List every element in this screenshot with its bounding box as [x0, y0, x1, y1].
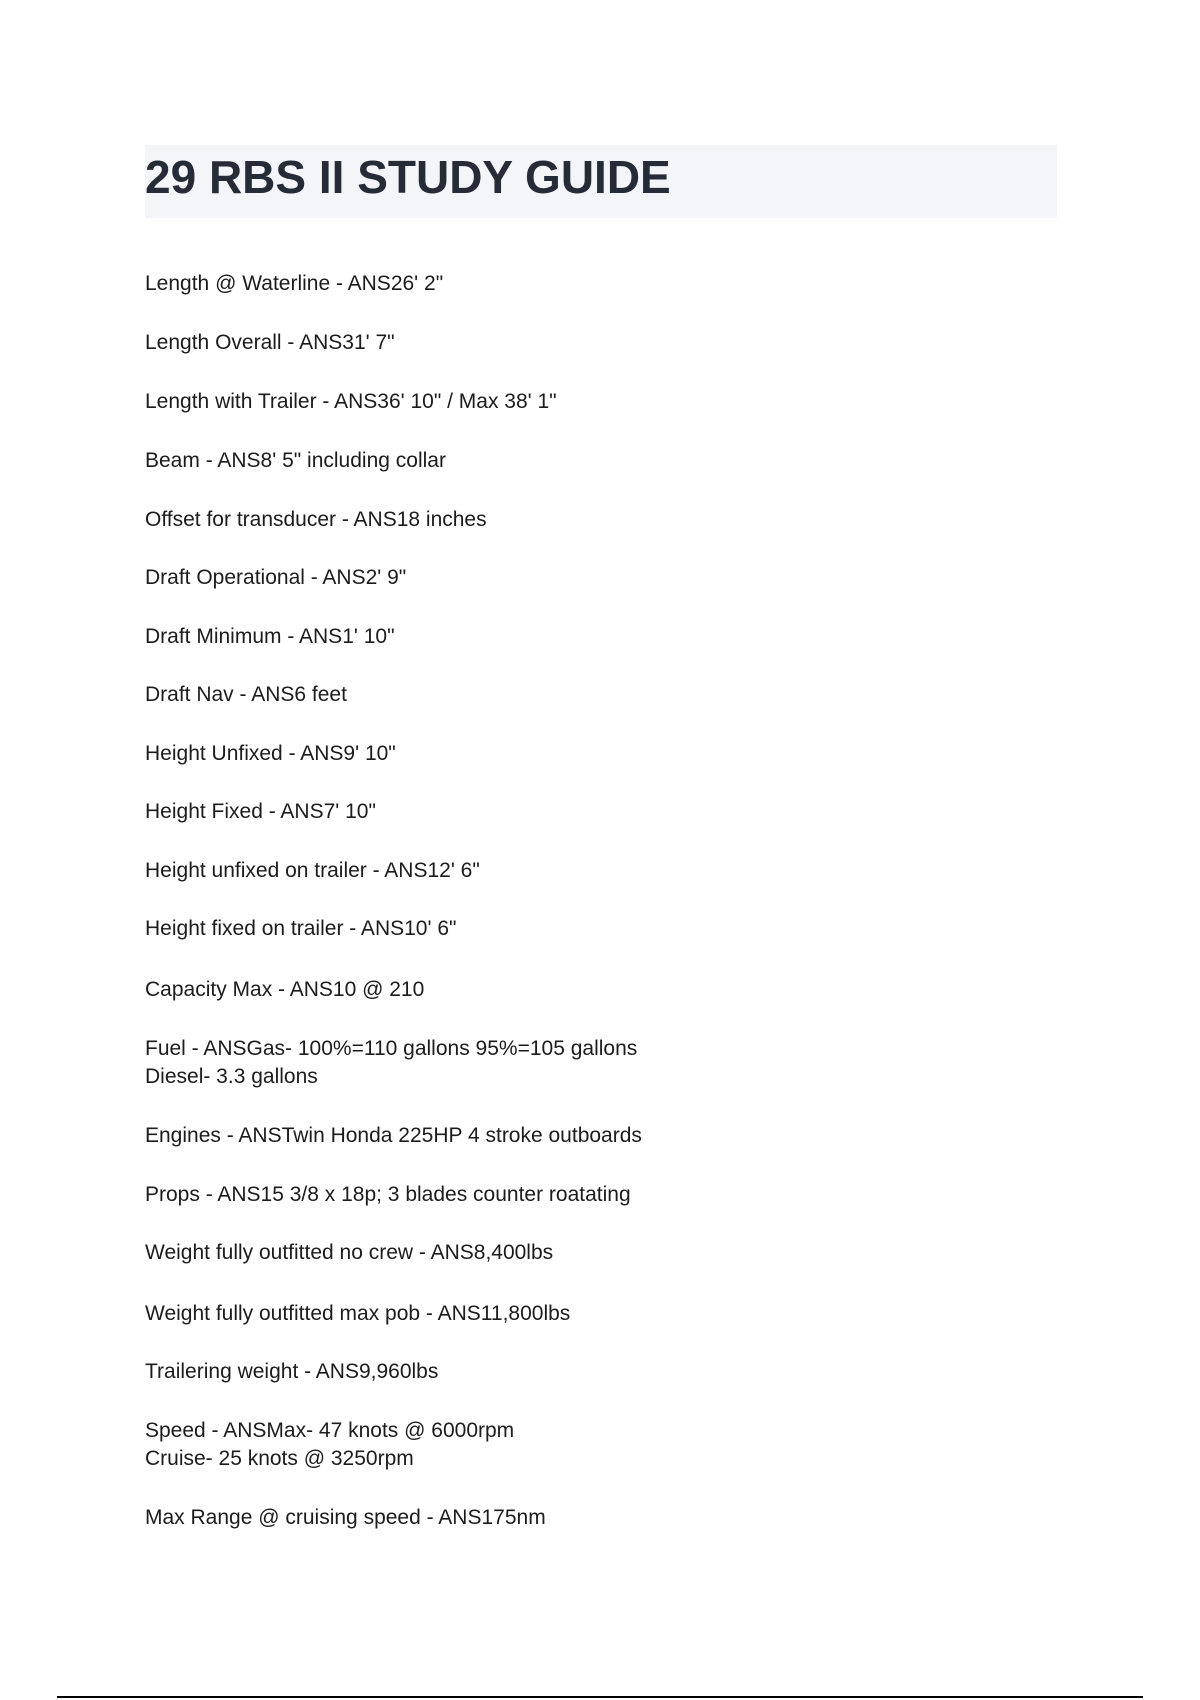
list-item — [145, 798, 376, 826]
item-text: Height Fixed - ANS7' 10" — [145, 800, 376, 823]
item-text: Capacity Max - ANS10 @ 210 — [145, 978, 425, 1001]
list-item — [145, 740, 396, 768]
list-item — [145, 623, 395, 651]
list-item — [145, 447, 446, 475]
list-item — [145, 506, 487, 534]
list-item — [145, 1239, 553, 1267]
item-text: Max Range @ cruising speed - ANS175nm — [145, 1506, 546, 1529]
item-text: Speed - ANSMax- 47 knots @ 6000rpm — [145, 1419, 515, 1442]
item-text: Beam - ANS8' 5" including collar — [145, 449, 446, 472]
list-item — [145, 1122, 642, 1150]
item-text: Draft Minimum - ANS1' 10" — [145, 625, 395, 648]
item-text: Weight fully outfitted no crew - ANS8,400lbs — [145, 1241, 554, 1264]
list-item — [145, 1358, 438, 1386]
list-item — [145, 976, 424, 1004]
list-item — [145, 270, 443, 298]
item-text-continued: Cruise- 25 knots @ 3250rpm — [145, 1447, 414, 1470]
list-item — [145, 1417, 514, 1473]
item-text: Height unfixed on trailer - ANS12' 6" — [145, 859, 480, 882]
title-banner — [145, 145, 1057, 218]
item-text: Length with Trailer - ANS36' 10" / Max 38' 1" — [145, 390, 557, 413]
footer-divider — [57, 1696, 1143, 1698]
item-text: Props - ANS15 3/8 x 18p; 3 blades counter roatating — [145, 1183, 631, 1206]
document-title: 29 RBS II STUDY GUIDE — [145, 151, 671, 203]
item-text: Fuel - ANSGas- 100%=110 gallons 95%=105 gallons — [145, 1037, 638, 1060]
item-text: Height fixed on trailer - ANS10' 6" — [145, 917, 457, 940]
item-text: Offset for transducer - ANS18 inches — [145, 508, 487, 531]
list-item — [145, 1035, 637, 1091]
item-text: Engines - ANSTwin Honda 225HP 4 stroke outboards — [145, 1124, 642, 1147]
item-text: Weight fully outfitted max pob - ANS11,800lbs — [145, 1302, 571, 1325]
list-item — [145, 564, 406, 592]
list-item — [145, 915, 456, 943]
list-item — [145, 388, 557, 416]
item-text: Height Unfixed - ANS9' 10" — [145, 742, 396, 765]
item-text: Draft Operational - ANS2' 9" — [145, 566, 407, 589]
item-text: Length Overall - ANS31' 7" — [145, 331, 395, 354]
list-item — [145, 1504, 546, 1532]
item-text: Trailering weight - ANS9,960lbs — [145, 1360, 439, 1383]
list-item — [145, 857, 480, 885]
item-text: Draft Nav - ANS6 feet — [145, 683, 347, 706]
list-item — [145, 1181, 631, 1209]
list-item — [145, 329, 395, 357]
list-item — [145, 1300, 570, 1328]
item-text: Length @ Waterline - ANS26' 2" — [145, 272, 444, 295]
list-item — [145, 681, 347, 709]
item-text-continued: Diesel- 3.3 gallons — [145, 1065, 318, 1088]
